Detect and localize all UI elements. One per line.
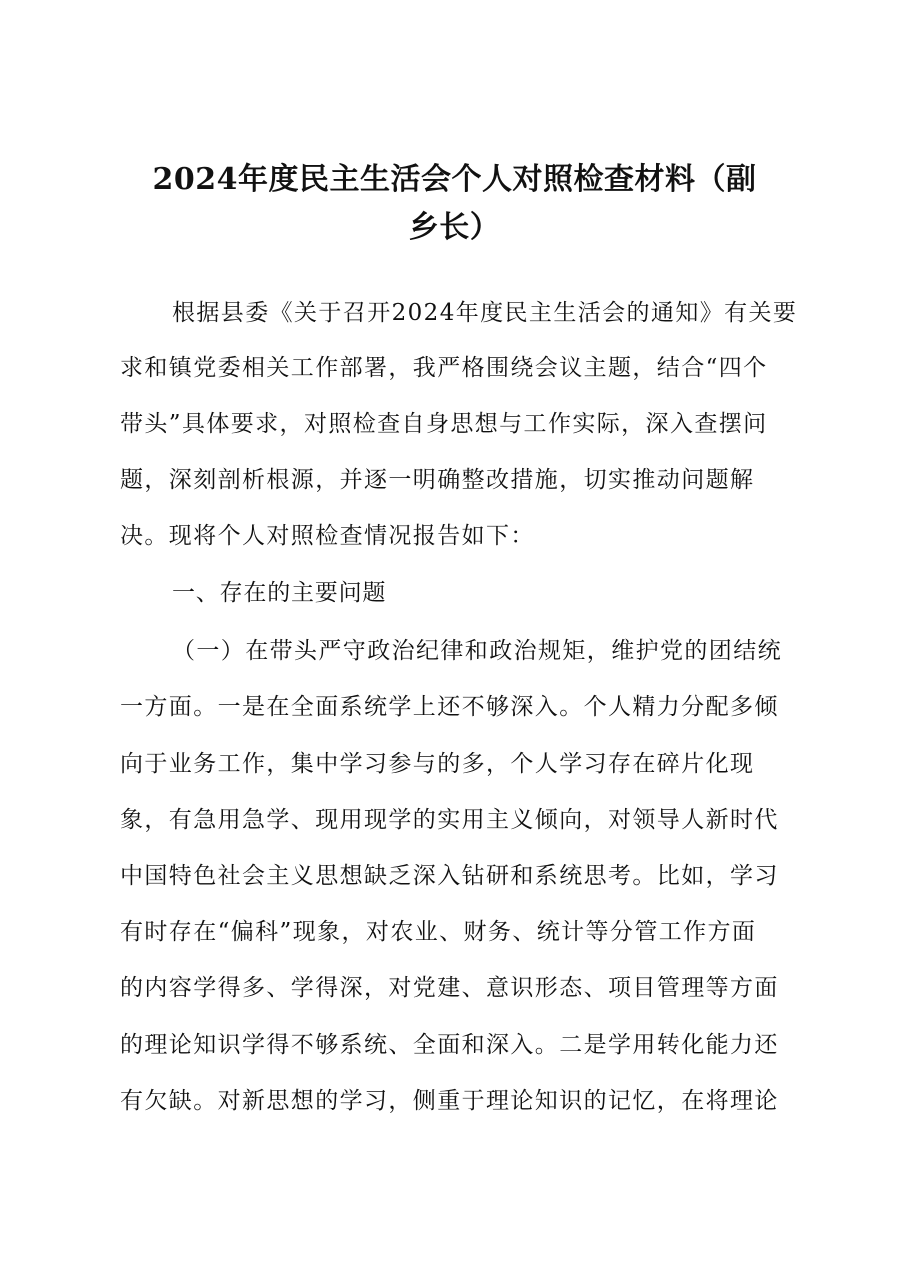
paragraph-line: 象，有急用急学、现用现学的实用主义倾向，对领导人新时代 xyxy=(120,807,779,833)
section-heading: 一、存在的主要问题 xyxy=(172,580,387,606)
title-line-1: 2024年度民主生活会个人对照检查材料（副 xyxy=(152,162,757,197)
paragraph-line: 向于业务工作，集中学习参与的多，个人学习存在碎片化现 xyxy=(120,751,755,777)
paragraph-line: 有欠缺。对新思想的学习，侧重于理论知识的记忆，在将理论 xyxy=(120,1088,779,1114)
paragraph-line: 的内容学得多、学得深，对党建、意识形态、项目管理等方面 xyxy=(120,975,779,1001)
paragraph-line: 中国特色社会主义思想缺乏深入钻研和系统思考。比如，学习 xyxy=(120,863,779,889)
paragraph-line: 带头”具体要求，对照检查自身思想与工作实际，深入查摆问 xyxy=(120,411,768,437)
paragraph-line: 求和镇党委相关工作部署，我严格围绕会议主题，结合“四个 xyxy=(120,355,768,381)
paragraph-line: 有时存在“偏科”现象，对农业、财务、统计等分管工作方面 xyxy=(120,919,757,945)
paragraph-line: 根据县委《关于召开2024年度民主生活会的通知》有关要 xyxy=(172,300,798,326)
paragraph-line: 的理论知识学得不够系统、全面和深入。二是学用转化能力还 xyxy=(120,1032,779,1058)
paragraph-line: 决。现将个人对照检查情况报告如下： xyxy=(120,523,535,549)
paragraph-line: 题，深刻剖析根源，并逐一明确整改措施，切实推动问题解 xyxy=(120,467,755,493)
document-title xyxy=(120,156,789,252)
title-line-2: 乡长） xyxy=(408,210,501,245)
paragraph-line: （一）在带头严守政治纪律和政治规矩，维护党的团结统 xyxy=(172,638,782,664)
paragraph-line: 一方面。一是在全面系统学上还不够深入。个人精力分配多倾 xyxy=(120,694,779,720)
